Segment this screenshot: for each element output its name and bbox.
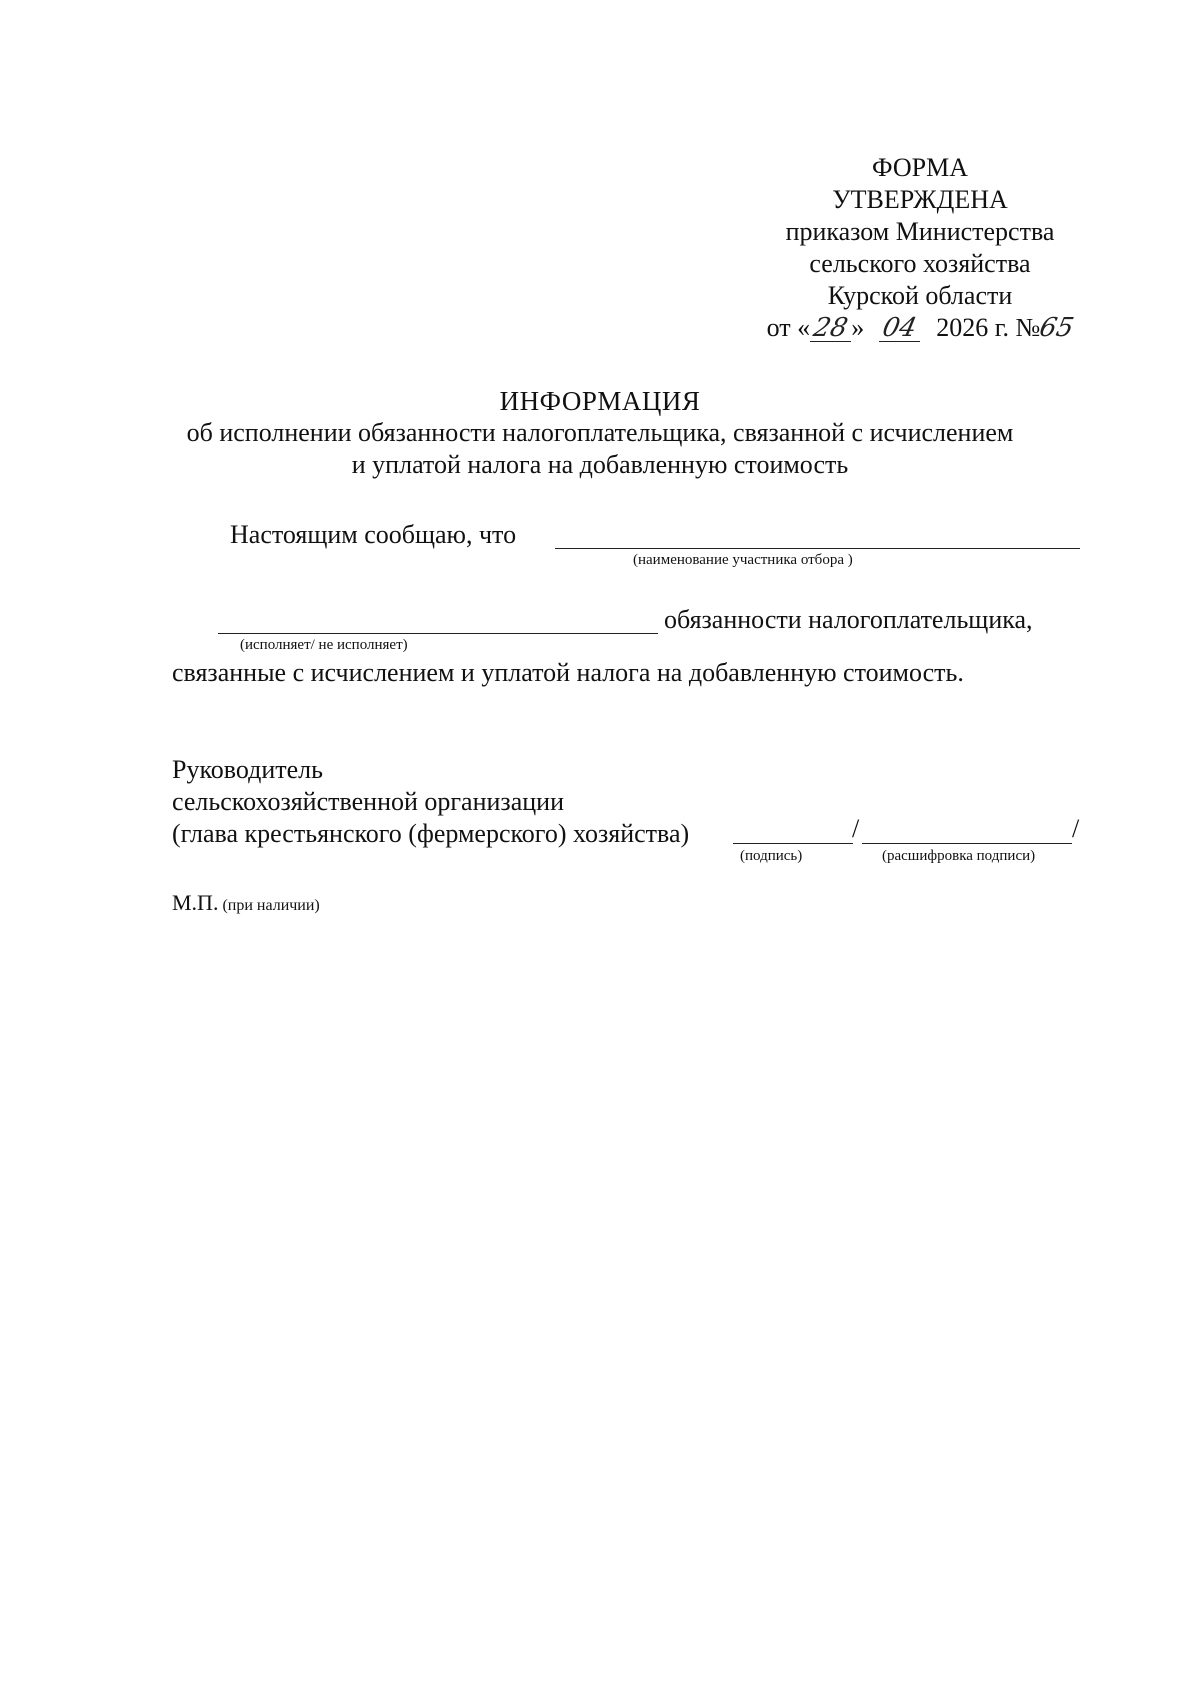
signer-role-line3: (глава крестьянского (фермерского) хозяйства) [172,819,690,848]
document-heading [150,385,1050,481]
approval-approved-label: УТВЕРЖДЕНА [832,185,1008,214]
signature-field[interactable] [733,843,853,844]
stamp-note: (при наличии) [222,897,320,914]
approval-region-line: Курской области [827,281,1013,310]
signature-slash-1: / [852,814,860,843]
participant-name-caption: (наименование участника отбора ) [633,552,853,568]
order-number-handwritten: 65 [1037,313,1077,343]
date-day-handwritten: 28 [810,313,851,343]
approval-block [720,152,1120,344]
compliance-status-caption: (исполняет/ не исполняет) [240,637,408,653]
signature-caption: (подпись) [740,848,803,864]
approval-ministry-line: сельского хозяйства [809,249,1031,278]
participant-name-field[interactable] [555,548,1080,549]
signer-role-line2: сельскохозяйственной организации [172,787,564,816]
stamp-label: М.П. [172,890,219,915]
statement-intro: Настоящим сообщаю, что [230,520,517,549]
signature-slash-2: / [1072,814,1080,843]
compliance-status-field[interactable] [218,633,658,634]
approval-order-line: приказом Министерства [785,217,1055,246]
approval-form-label: ФОРМА [872,153,968,182]
stamp-line [172,890,320,916]
date-month-handwritten: 04 [879,313,919,343]
number-sign: № [1015,313,1041,342]
statement-closing: связанные с исчислением и уплатой налога на добавленную стоимость. [172,658,964,687]
signature-decode-caption: (расшифровка подписи) [882,848,1036,864]
signer-role-line1: Руководитель [172,755,323,784]
obligation-text: обязанности налогоплательщика, [664,605,1033,634]
document-title: ИНФОРМАЦИЯ [499,386,701,416]
signer-role [172,754,689,850]
approval-date-line [720,312,1120,344]
date-year: 2026 г. [936,313,1010,342]
document-subtitle-line1: об исполнении обязанности налогоплательщика, связанной с исчислением [186,418,1014,447]
date-mid: » [851,313,865,342]
signature-decode-field[interactable] [862,843,1072,844]
document-subtitle-line2: и уплатой налога на добавленную стоимость [351,450,849,479]
date-prefix: от « [766,313,811,342]
